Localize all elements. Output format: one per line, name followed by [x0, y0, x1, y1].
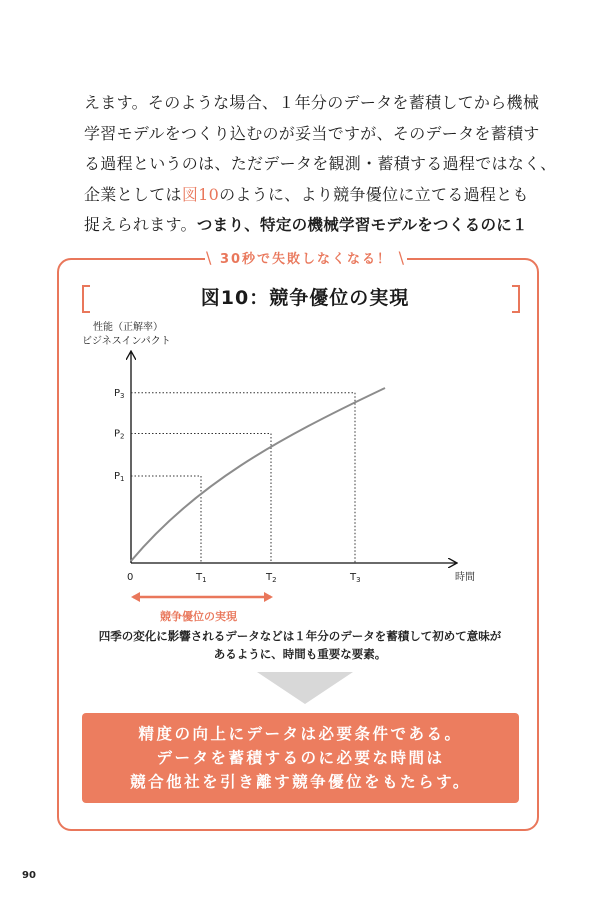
conclusion-line-3: 競合他社を引き離す競争優位をもたらす。 — [130, 773, 471, 791]
conclusion-line-1: 精度の向上にデータは必要条件である。 — [138, 725, 463, 743]
conclusion-box — [82, 713, 519, 803]
x-axis-label: 時間 — [455, 572, 475, 583]
body-line-5-start: 捉えられます。 — [84, 215, 197, 234]
y-axis-label-line1: 性能（正解率） — [93, 322, 163, 333]
body-line-5-bold: つまり、特定の機械学習モデルをつくるのに１ — [196, 216, 528, 234]
origin-label: 0 — [127, 572, 134, 583]
conclusion-line-2: データを蓄積するのに必要な時間は — [156, 749, 445, 767]
page-number: 90 — [22, 870, 36, 881]
y-tick-label-1: $P_1$ — [114, 471, 125, 484]
body-line-3: る過程というのは、ただデータを観測・蓄積する過程ではなく、 — [84, 154, 557, 173]
caption-line-2: あるように、時間も重要な要素。 — [213, 647, 387, 661]
x-tick-label-1: $T_1$ — [196, 572, 207, 584]
body-line-4-start: 企業としては — [84, 184, 182, 204]
y-axis-label-line2: ビジネスインパクト — [82, 336, 171, 347]
box-label-text: 30秒で失敗しなくなる！ — [219, 252, 393, 267]
advantage-annotation: 競争優位の実現 — [160, 610, 237, 623]
down-arrow-icon — [257, 672, 353, 704]
body-line-4-end: のように、より競争優位に立てる過程とも — [219, 184, 529, 204]
caption-line-1: 四季の変化に影響されるデータなどは１年分のデータを蓄積して初めて意味が — [98, 629, 502, 643]
figure-title: 図10：競争優位の実現 — [200, 287, 410, 309]
body-line-1: えます。そのような場合、１年分のデータを蓄積してから機械 — [84, 93, 540, 112]
body-line-2: 学習モデルをつくり込むのが妥当ですが、そのデータを蓄積す — [84, 123, 540, 143]
slash-right-icon: \ — [398, 248, 406, 267]
figure-caption — [70, 627, 530, 663]
performance-curve — [131, 388, 385, 561]
x-tick-label-3: $T_3$ — [350, 572, 361, 584]
slash-left-icon: \ — [206, 248, 214, 267]
y-tick-label-3: $P_3$ — [114, 387, 125, 400]
y-tick-label-2: $P_2$ — [114, 428, 125, 441]
x-tick-label-2: $T_2$ — [266, 572, 277, 584]
figure-reference[interactable]: 図10 — [181, 184, 220, 204]
